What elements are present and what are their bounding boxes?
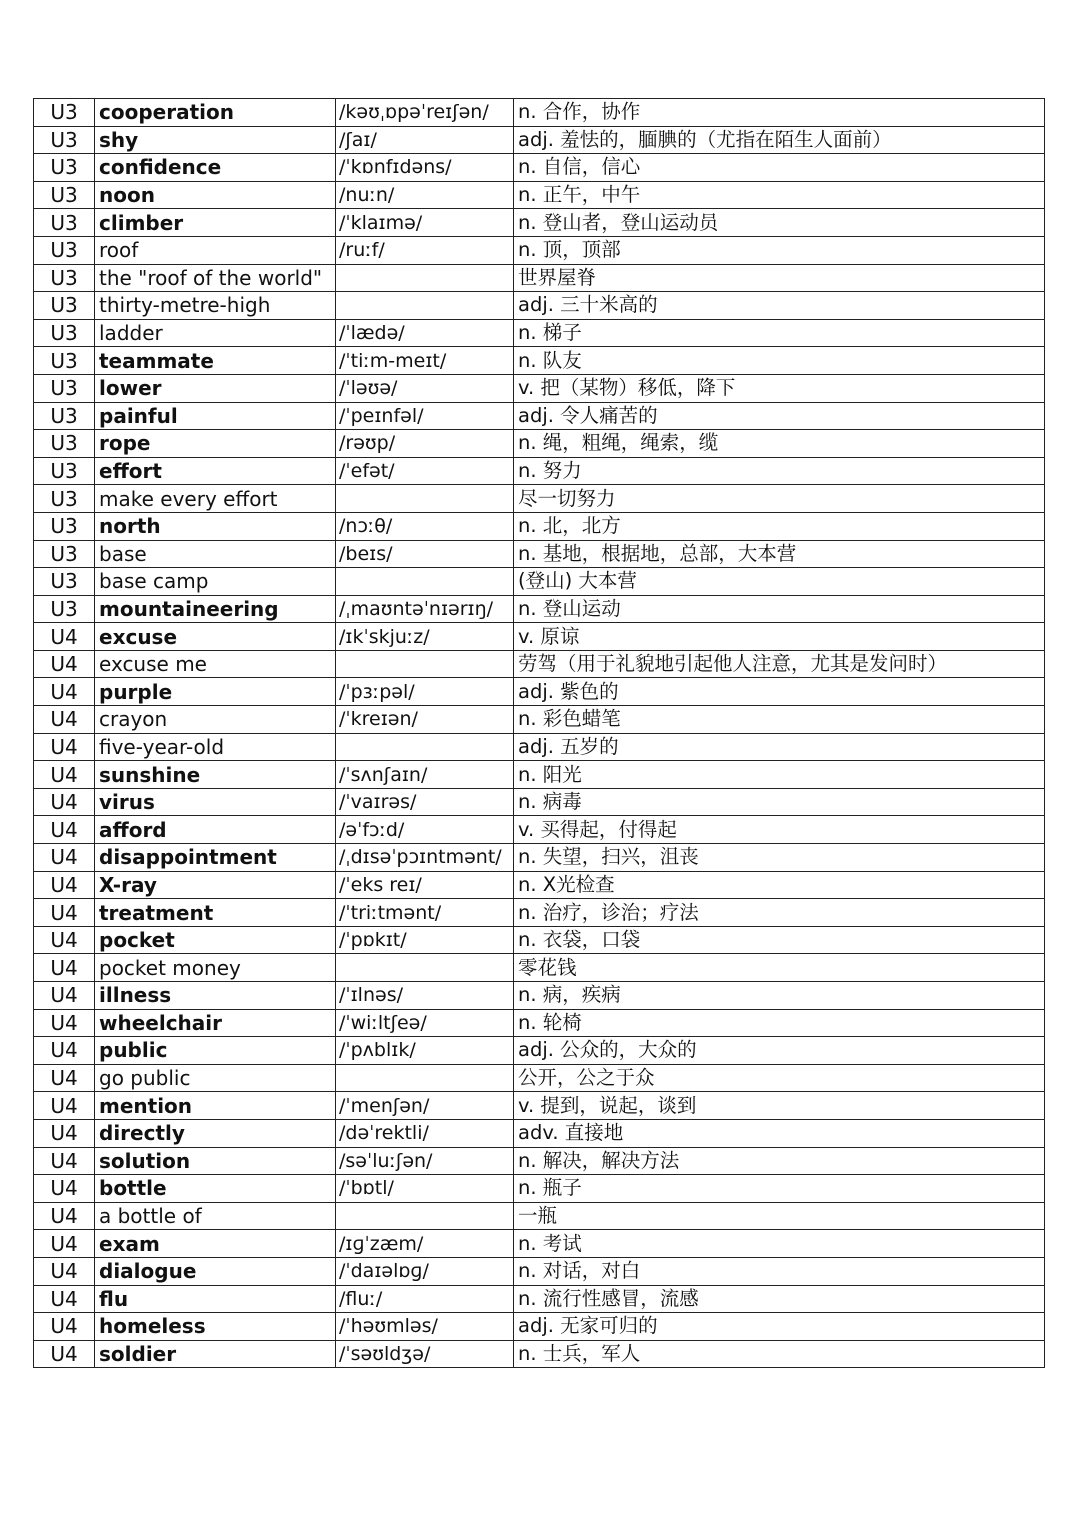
phonetic-cell: /ˈlædə/ [336,319,514,347]
phonetic-cell: /ˈtriːtmənt/ [336,899,514,927]
table-row [34,1230,1045,1258]
phonetic-cell: /ˈdaɪəlɒɡ/ [336,1257,514,1285]
table-row [34,899,1045,927]
phonetic-cell: /ˈsʌnʃaɪn/ [336,761,514,789]
table-row [34,540,1045,568]
meaning-cell: v. 买得起，付得起 [514,816,1045,844]
unit-cell: U4 [34,1313,95,1341]
meaning-cell: n. 治疗，诊治；疗法 [514,899,1045,927]
phonetic-cell: /ˈpɒkɪt/ [336,926,514,954]
unit-cell: U4 [34,1202,95,1230]
word-cell: lower [95,374,336,402]
meaning-cell: (登山) 大本营 [514,568,1045,596]
unit-cell: U3 [34,485,95,513]
table-row [34,1340,1045,1368]
meaning-cell: n. 梯子 [514,319,1045,347]
table-row [34,982,1045,1010]
meaning-cell: n. 考试 [514,1230,1045,1258]
unit-cell: U4 [34,1119,95,1147]
word-cell: X-ray [95,871,336,899]
phonetic-cell: /ʃaɪ/ [336,126,514,154]
table-row [34,1064,1045,1092]
table-row [34,1285,1045,1313]
phonetic-cell: /nɔːθ/ [336,512,514,540]
meaning-cell: n. 轮椅 [514,1009,1045,1037]
word-cell: make every effort [95,485,336,513]
table-row [34,1092,1045,1120]
phonetic-cell: /səˈluːʃən/ [336,1147,514,1175]
phonetic-cell: /beɪs/ [336,540,514,568]
word-cell: illness [95,982,336,1010]
unit-cell: U4 [34,761,95,789]
word-cell: go public [95,1064,336,1092]
phonetic-cell: /ˈklaɪmə/ [336,209,514,237]
meaning-cell: n. 瓶子 [514,1175,1045,1203]
word-cell: solution [95,1147,336,1175]
meaning-cell: n. 解决，解决方法 [514,1147,1045,1175]
phonetic-cell: /ˈsəʊldʒə/ [336,1340,514,1368]
phonetic-cell: /ˈmenʃən/ [336,1092,514,1120]
unit-cell: U4 [34,1285,95,1313]
word-cell: excuse [95,623,336,651]
meaning-cell: n. 队友 [514,347,1045,375]
table-row [34,1119,1045,1147]
unit-cell: U4 [34,926,95,954]
unit-cell: U3 [34,402,95,430]
word-cell: roof [95,236,336,264]
word-cell: thirty-metre-high [95,292,336,320]
phonetic-cell: /ˈeks reɪ/ [336,871,514,899]
unit-cell: U4 [34,816,95,844]
phonetic-cell: /əˈfɔːd/ [336,816,514,844]
phonetic-cell: /ˈɪlnəs/ [336,982,514,1010]
phonetic-cell: /ˈləʊə/ [336,374,514,402]
word-cell: mention [95,1092,336,1120]
unit-cell: U3 [34,430,95,458]
unit-cell: U4 [34,1037,95,1065]
word-cell: exam [95,1230,336,1258]
word-cell: sunshine [95,761,336,789]
meaning-cell: n. 登山运动 [514,595,1045,623]
table-row [34,1175,1045,1203]
unit-cell: U3 [34,540,95,568]
phonetic-cell: /ɪɡˈzæm/ [336,1230,514,1258]
unit-cell: U4 [34,678,95,706]
table-row [34,954,1045,982]
phonetic-cell [336,733,514,761]
phonetic-cell: /ruːf/ [336,236,514,264]
word-cell: effort [95,457,336,485]
phonetic-cell [336,1064,514,1092]
phonetic-cell [336,954,514,982]
phonetic-cell: /ˌmaʊntəˈnɪərɪŋ/ [336,595,514,623]
table-row [34,374,1045,402]
meaning-cell: 零花钱 [514,954,1045,982]
table-row [34,650,1045,678]
phonetic-cell [336,292,514,320]
phonetic-cell: /nuːn/ [336,181,514,209]
word-cell: teammate [95,347,336,375]
unit-cell: U4 [34,982,95,1010]
phonetic-cell: /fluː/ [336,1285,514,1313]
word-cell: pocket money [95,954,336,982]
phonetic-cell: /ˈvaɪrəs/ [336,788,514,816]
word-cell: homeless [95,1313,336,1341]
phonetic-cell: /ˈpɜːpəl/ [336,678,514,706]
phonetic-cell: /ˈhəʊmləs/ [336,1313,514,1341]
word-cell: excuse me [95,650,336,678]
table-row [34,1147,1045,1175]
meaning-cell: 公开，公之于众 [514,1064,1045,1092]
phonetic-cell: /ɪkˈskjuːz/ [336,623,514,651]
meaning-cell: n. 基地，根据地，总部，大本营 [514,540,1045,568]
table-row [34,816,1045,844]
word-cell: rope [95,430,336,458]
word-cell: cooperation [95,99,336,127]
phonetic-cell: /ˈkɒnfɪdəns/ [336,154,514,182]
phonetic-cell: /ˈpʌblɪk/ [336,1037,514,1065]
phonetic-cell [336,1202,514,1230]
meaning-cell: n. 顶，顶部 [514,236,1045,264]
word-cell: painful [95,402,336,430]
word-cell: public [95,1037,336,1065]
table-row [34,347,1045,375]
meaning-cell: n. 病，疾病 [514,982,1045,1010]
unit-cell: U4 [34,871,95,899]
meaning-cell: n. 失望，扫兴，沮丧 [514,844,1045,872]
phonetic-cell: /ˈtiːm-meɪt/ [336,347,514,375]
vocabulary-table [33,98,1045,1368]
unit-cell: U3 [34,236,95,264]
unit-cell: U4 [34,899,95,927]
unit-cell: U4 [34,1064,95,1092]
unit-cell: U4 [34,1340,95,1368]
unit-cell: U4 [34,954,95,982]
meaning-cell: n. 北，北方 [514,512,1045,540]
word-cell: wheelchair [95,1009,336,1037]
meaning-cell: n. 流行性感冒，流感 [514,1285,1045,1313]
unit-cell: U4 [34,1092,95,1120]
word-cell: climber [95,209,336,237]
phonetic-cell: /dəˈrektli/ [336,1119,514,1147]
word-cell: base [95,540,336,568]
meaning-cell: 劳驾（用于礼貌地引起他人注意，尤其是发问时） [514,650,1045,678]
table-row [34,1009,1045,1037]
table-row [34,871,1045,899]
word-cell: flu [95,1285,336,1313]
word-cell: pocket [95,926,336,954]
meaning-cell: v. 提到，说起，谈到 [514,1092,1045,1120]
meaning-cell: n. 正午，中午 [514,181,1045,209]
meaning-cell: n. 绳，粗绳，绳索，缆 [514,430,1045,458]
phonetic-cell: /ˈpeɪnfəl/ [336,402,514,430]
table-row [34,209,1045,237]
table-row [34,623,1045,651]
word-cell: shy [95,126,336,154]
word-cell: treatment [95,899,336,927]
word-cell: afford [95,816,336,844]
unit-cell: U3 [34,154,95,182]
word-cell: ladder [95,319,336,347]
unit-cell: U3 [34,264,95,292]
meaning-cell: n. 努力 [514,457,1045,485]
unit-cell: U4 [34,844,95,872]
phonetic-cell [336,568,514,596]
unit-cell: U3 [34,595,95,623]
unit-cell: U3 [34,99,95,127]
meaning-cell: 世界屋脊 [514,264,1045,292]
unit-cell: U4 [34,706,95,734]
word-cell: purple [95,678,336,706]
word-cell: bottle [95,1175,336,1203]
word-cell: confidence [95,154,336,182]
unit-cell: U3 [34,126,95,154]
table-row [34,126,1045,154]
word-cell: dialogue [95,1257,336,1285]
phonetic-cell: /ˌdɪsəˈpɔɪntmənt/ [336,844,514,872]
meaning-cell: adj. 羞怯的，腼腆的（尤指在陌生人面前） [514,126,1045,154]
phonetic-cell [336,650,514,678]
word-cell: base camp [95,568,336,596]
meaning-cell: n. 合作，协作 [514,99,1045,127]
table-row [34,568,1045,596]
meaning-cell: n. 登山者，登山运动员 [514,209,1045,237]
meaning-cell: 尽一切努力 [514,485,1045,513]
table-row [34,485,1045,513]
table-row [34,595,1045,623]
word-cell: directly [95,1119,336,1147]
word-cell: disappointment [95,844,336,872]
meaning-cell: adv. 直接地 [514,1119,1045,1147]
word-cell: a bottle of [95,1202,336,1230]
unit-cell: U3 [34,347,95,375]
unit-cell: U3 [34,457,95,485]
unit-cell: U3 [34,292,95,320]
table-row [34,319,1045,347]
meaning-cell: adj. 三十米高的 [514,292,1045,320]
unit-cell: U3 [34,568,95,596]
table-row [34,844,1045,872]
meaning-cell: n. X光检查 [514,871,1045,899]
vocabulary-table-body [34,99,1045,1368]
table-row [34,761,1045,789]
unit-cell: U3 [34,209,95,237]
word-cell: north [95,512,336,540]
table-row [34,678,1045,706]
meaning-cell: n. 对话，对白 [514,1257,1045,1285]
table-row [34,292,1045,320]
meaning-cell: n. 阳光 [514,761,1045,789]
table-row [34,457,1045,485]
meaning-cell: n. 自信，信心 [514,154,1045,182]
table-row [34,264,1045,292]
word-cell: virus [95,788,336,816]
meaning-cell: n. 士兵，军人 [514,1340,1045,1368]
phonetic-cell: /rəʊp/ [336,430,514,458]
word-cell: noon [95,181,336,209]
unit-cell: U4 [34,1147,95,1175]
phonetic-cell [336,485,514,513]
table-row [34,1037,1045,1065]
phonetic-cell: /kəʊˌɒpəˈreɪʃən/ [336,99,514,127]
table-row [34,236,1045,264]
unit-cell: U3 [34,374,95,402]
unit-cell: U4 [34,1175,95,1203]
unit-cell: U4 [34,733,95,761]
table-row [34,1313,1045,1341]
meaning-cell: adj. 令人痛苦的 [514,402,1045,430]
table-row [34,512,1045,540]
meaning-cell: v. 把（某物）移低，降下 [514,374,1045,402]
unit-cell: U4 [34,623,95,651]
table-row [34,733,1045,761]
meaning-cell: 一瓶 [514,1202,1045,1230]
phonetic-cell: /ˈkreɪən/ [336,706,514,734]
word-cell: crayon [95,706,336,734]
phonetic-cell [336,264,514,292]
table-row [34,154,1045,182]
word-cell: mountaineering [95,595,336,623]
meaning-cell: n. 衣袋，口袋 [514,926,1045,954]
meaning-cell: n. 彩色蜡笔 [514,706,1045,734]
table-row [34,402,1045,430]
unit-cell: U4 [34,1009,95,1037]
unit-cell: U4 [34,1257,95,1285]
phonetic-cell: /ˈwiːltʃeə/ [336,1009,514,1037]
meaning-cell: adj. 紫色的 [514,678,1045,706]
meaning-cell: adj. 五岁的 [514,733,1045,761]
unit-cell: U3 [34,181,95,209]
meaning-cell: n. 病毒 [514,788,1045,816]
phonetic-cell: /ˈbɒtl/ [336,1175,514,1203]
table-row [34,1257,1045,1285]
unit-cell: U3 [34,319,95,347]
table-row [34,430,1045,458]
table-row [34,99,1045,127]
table-row [34,181,1045,209]
unit-cell: U3 [34,512,95,540]
phonetic-cell: /ˈefət/ [336,457,514,485]
unit-cell: U4 [34,650,95,678]
meaning-cell: adj. 无家可归的 [514,1313,1045,1341]
table-row [34,706,1045,734]
table-row [34,788,1045,816]
word-cell: five-year-old [95,733,336,761]
unit-cell: U4 [34,1230,95,1258]
meaning-cell: v. 原谅 [514,623,1045,651]
word-cell: soldier [95,1340,336,1368]
unit-cell: U4 [34,788,95,816]
meaning-cell: adj. 公众的，大众的 [514,1037,1045,1065]
word-cell: the "roof of the world" [95,264,336,292]
table-row [34,1202,1045,1230]
table-row [34,926,1045,954]
